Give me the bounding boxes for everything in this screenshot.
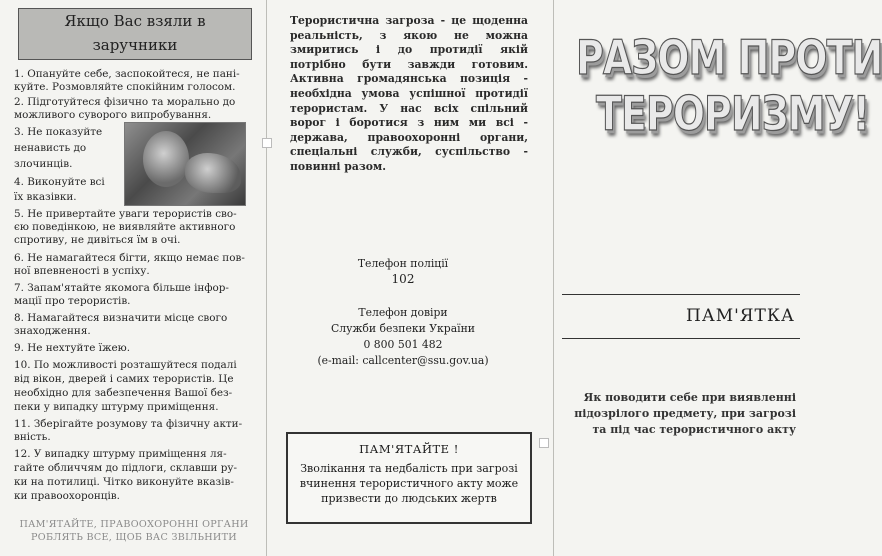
rule-line: необхідно для забезпечення Вашої без- [14,387,233,399]
rule-line: ки на потилиці. Чітко виконуйте вказів- [14,476,234,488]
divider-top [562,294,800,295]
memo-title: ПАМ'ЯТКА [686,306,795,326]
rule-line: 5. Не привертайте уваги терористів сво- [14,208,237,220]
hostage-panel [0,0,262,556]
trust-phone-label: Телефон довіри [358,306,448,319]
remember-text: Зволікання та недбалість при загрозі вчинення терористичного акту може призвести до людських жертв [299,462,519,505]
rule-line: можливого суворого випробування. [14,109,212,121]
hostage-photo [124,122,246,206]
cover-title-line1: РАЗОМ ПРОТИ [576,30,882,85]
fold-line-right [553,0,554,556]
rule-line: мації про терористів. [14,295,131,307]
rule-line: 12. У випадку штурму приміщення ля- [14,448,227,460]
police-phone-number: 102 [391,272,415,286]
rule-line: від вікон, дверей і самих терористів. Це [14,373,234,385]
face-shape [143,131,189,187]
rule-line: знаходження. [14,325,91,337]
fold-line-left [266,0,267,556]
hand-shape [185,153,241,193]
how-to-behave-subtitle: Як поводити себе при виявленні підозрілого предмету, при загрозі та під час терористичного акту [574,391,796,436]
rule-line: їх вказівки. [14,191,77,203]
rule-line: 7. Запам'ятайте якомога більше інфор- [14,282,229,294]
rule-line: 2. Підготуйтеся фізично та морально до [14,96,236,108]
sbu-label: Служби безпеки України [330,322,476,335]
rule-line: ки правоохоронців. [14,490,120,502]
trust-phone-number: 0 800 501 482 [363,338,443,351]
rule-line: ної впевненості в успіху. [14,265,150,277]
rule-line: злочинців. [14,158,73,170]
hostage-title: Якщо Вас взяли в заручники [18,8,252,60]
rule-line: гайте обличчям до підлоги, склавши ру- [14,462,238,474]
rule-line: спротиву, не дивіться їм в очі. [14,234,181,246]
remember-title: ПАМ'ЯТАЙТЕ ! [359,442,459,456]
rule-line: 10. По можливості розташуйтеся подалі [14,359,237,371]
info-panel [272,0,550,556]
cover-panel [556,0,882,556]
contact-email: (e-mail: callcenter@ssu.gov.ua) [317,354,489,367]
rule-line: 4. Виконуйте всі [14,176,105,188]
rule-line: 11. Зберігайте розумову та фізичну акти- [14,418,243,430]
rule-line: ненависть до [14,142,87,154]
left-footer: ПАМ'ЯТАЙТЕ, ПРАВООХОРОННІ ОРГАНИ РОБЛЯТЬ ВСЕ, ЩОБ ВАС ЗВІЛЬНИТИ [19,519,249,543]
rule-line: 9. Не нехтуйте їжею. [14,342,131,354]
remember-box [286,432,532,524]
cover-title-line2: ТЕРОРИЗМУ! [596,86,870,141]
rule-line: куйте. Розмовляйте спокійним голосом. [14,81,236,93]
rule-line: пеки у випадку штурму приміщення. [14,401,219,413]
rule-line: 3. Не показуйте [14,126,103,138]
threat-paragraph: Терористична загроза - це щоденна реальність, з якою не можна змиритись і до протидії якій потрібно бути завжди готовим. Активна громадянська позиція - необхідна умова успішної протидії терористам. У нас всіх спільний ворог і боротися з ним ми всі - держава, правоохоронні органи, спеціальні служби, суспільство - повинні разом. [290,14,528,173]
divider-bottom [562,338,800,339]
rule-line: 8. Намагайтеся визначити місце свого [14,312,228,324]
rule-line: 1. Опануйте себе, заспокойтеся, не пані- [14,68,240,80]
rule-line: вність. [14,431,51,443]
rule-line: 6. Не намагайтеся бігти, якщо немає пов- [14,252,245,264]
police-phone-label: Телефон поліції [357,257,449,270]
rule-line: єю поведінкою, не виявляйте активного [14,221,236,233]
fold-notch [262,138,272,148]
